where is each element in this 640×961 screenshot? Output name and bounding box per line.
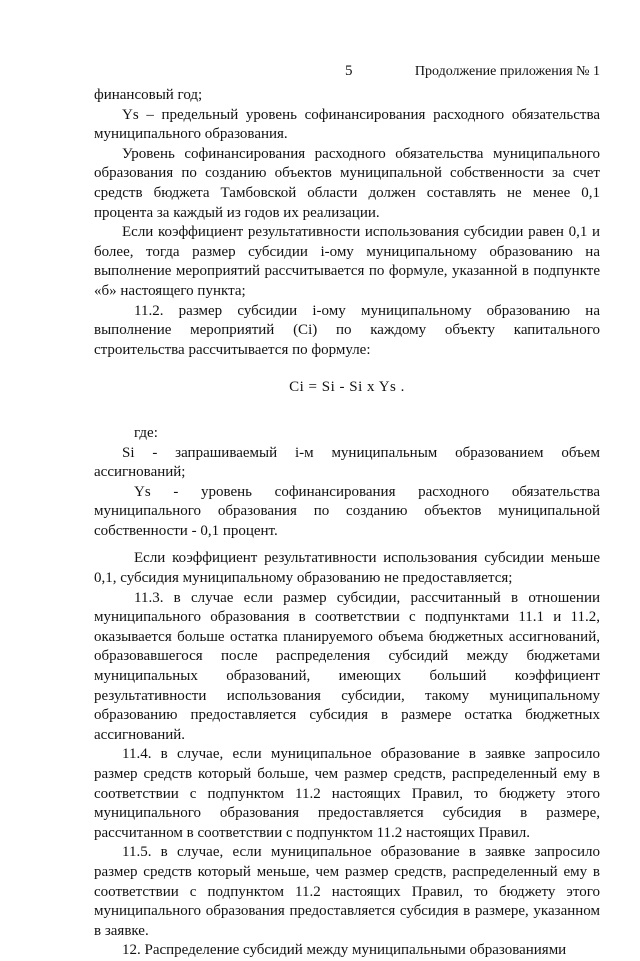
page-number: 5 — [345, 63, 353, 79]
formula-ci: Ci = Si - Si x Ys . — [289, 379, 405, 396]
paragraph-11-4: 11.4. в случае, если муниципальное образование в заявке запросило размер средств который больше, чем размер средств, распределенный ему в соответствии с подпунктом 11.2 настоящих Правил, то бюджету этого муниципального образования предоставляется субсидия в размере, рассчитанном в соответствии с подпунктом 11.2 настоящих Правил. — [94, 746, 600, 841]
paragraph-where: где: — [134, 424, 158, 441]
document-body — [94, 86, 600, 961]
paragraph-coefficient-above: Если коэффициент результативности использования субсидии равен 0,1 и более, тогда размер субсидии i-ому муниципальному образованию на выполнение мероприятий рассчитывается по формуле, указанной в подпункте «б» настоящего пункта; — [94, 224, 600, 299]
appendix-continuation-note: Продолжение приложения № 1 — [414, 64, 600, 79]
paragraph-ys-definition: Ys – предельный уровень софинансирования расходного обязательства муниципального образования. — [94, 106, 600, 143]
paragraph-fin-year: финансовый год; — [94, 87, 203, 103]
paragraph-ys-level: Ys - уровень софинансирования расходного обязательства муниципального образования по созданию объектов муниципальной собственности - 0,1 процент. — [94, 483, 600, 539]
page-header — [0, 62, 640, 82]
paragraph-si-definition: Si - запрашиваемый i-м муниципальным образованием объем ассигнований; — [94, 444, 600, 481]
paragraph-12: 12. Распределение субсидий между муниципальными образованиями — [122, 942, 567, 959]
paragraph-11-3: 11.3. в случае если размер субсидии, рассчитанный в отношении муниципального образования в соответствии с подпунктами 11.1 и 11.2, оказывается больше остатка планируемого объема бюджетных ассигнований, образовавшегося после распределения субсидий между бюджетами муниципальных образований, имеющих больший коэффициент результативности использования субсидии, такому муниципальному образованию предоставляется субсидия в размере остатка бюджетных ассигнований. — [94, 589, 600, 743]
paragraph-11-5: 11.5. в случае, если муниципальное образование в заявке запросило размер средств который меньше, чем размер средств, распределенный ему в соответствии с подпунктом 11.2 настоящих Правил, то бюджету этого муниципального образования предоставляется субсидия в размере, указанном в заявке. — [94, 844, 600, 939]
paragraph-11-2: 11.2. размер субсидии i-ому муниципальному образованию на выполнение мероприятий (Ci) по каждому объекту капитального строительства рассчитывается по формуле: — [94, 302, 600, 358]
paragraph-cofinancing-level: Уровень софинансирования расходного обязательства муниципального образования по созданию объектов муниципальной собственности за счет средств бюджета Тамбовской области должен составлять не менее 0,1 процента за каждый из годов их реализации. — [94, 145, 600, 221]
paragraph-coefficient-below: Если коэффициент результативности использования субсидии меньше 0,1, субсидия муниципальному образованию не предоставляется; — [94, 550, 600, 587]
